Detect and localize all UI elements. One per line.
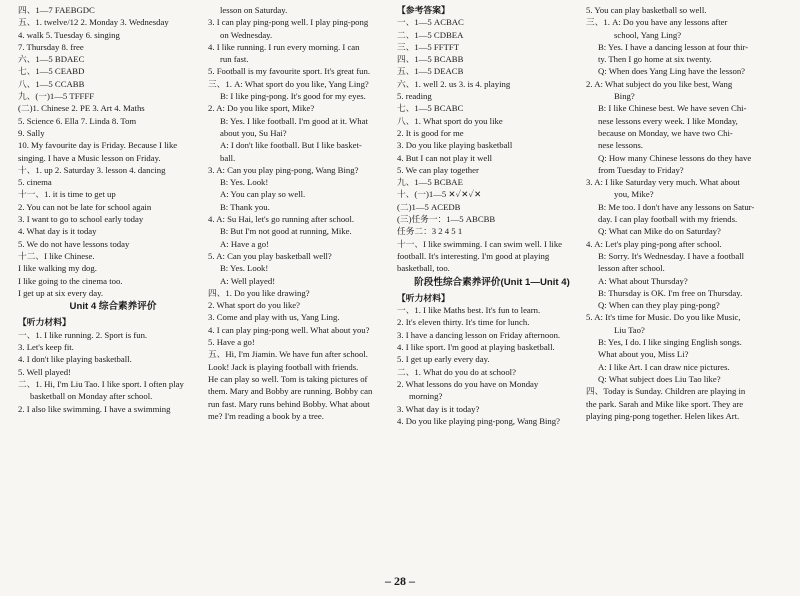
text-line: 3. Come and play with us, Yang Ling.	[208, 312, 340, 323]
text-line: 任务二：3 2 4 5 1	[397, 226, 463, 237]
text-line: 4. I don't like playing basketball.	[18, 354, 132, 365]
text-line: basketball on Monday after school.	[30, 391, 153, 402]
text-line: (二)1—5 ACEDB	[397, 201, 461, 212]
text-line: 2. It's eleven thirty. It's time for lunch.	[397, 317, 530, 328]
text-line: 五、1—5 DEACB	[397, 66, 464, 77]
text-line: lesson after school.	[598, 263, 665, 274]
text-line: from Tuesday to Friday?	[598, 164, 684, 175]
text-line: because on Monday, we have two Chi-	[598, 127, 733, 138]
text-line: Q: When can they play ping-pong?	[598, 300, 720, 311]
text-line: 八、1. What sport do you like	[397, 115, 503, 126]
text-line: 二、1. Hi, I'm Liu Tao. I like sport. I often play	[18, 378, 184, 389]
text-line: I get up at six every day.	[18, 287, 104, 298]
text-line: basketball, too.	[397, 263, 450, 274]
text-line: 四、Today is Sunday. Children are playing in	[586, 386, 746, 397]
text-line: A: You can play so well.	[220, 189, 306, 200]
text-line: B: Yes. I like football. I'm good at it. What	[220, 115, 368, 126]
text-line: 5. You can play basketball so well.	[586, 5, 707, 15]
text-line: 一、1—5 ACBAC	[397, 17, 464, 28]
text-line: I like walking my dog.	[18, 263, 97, 274]
column-4	[586, 4, 786, 422]
text-line: Bing?	[614, 91, 635, 102]
text-line: singing. I have a Music lesson on Friday.	[18, 152, 161, 163]
text-line: 一、1. I like running. 2. Sport is fun.	[18, 329, 148, 340]
text-line: 4. I like sport. I'm good at playing basketball.	[397, 342, 555, 353]
text-line: B: Yes. Look!	[220, 263, 269, 274]
text-line: 4. A: Let's play ping-pong after school.	[586, 238, 722, 249]
column-1	[18, 4, 208, 415]
text-line: 六、1—5 BDAEC	[18, 54, 85, 65]
column-3	[397, 4, 587, 427]
text-line: 三、1. A: What sport do you like, Yang Ling?	[208, 78, 369, 89]
text-line: 九、1—5 BCBAE	[397, 177, 463, 188]
text-line: 2. A: Do you like sport, Mike?	[208, 103, 315, 114]
text-line: day. I can play football with my friends.	[598, 214, 738, 225]
text-line: 3. I can play ping-pong well. I play ping-pong	[208, 17, 369, 28]
text-line: 2. What sport do you like?	[208, 300, 301, 311]
text-line: ball.	[220, 152, 236, 163]
text-line: 十、(一)1—5 ✕✓✕✓✕	[397, 189, 482, 200]
text-line: 十二、I like Chinese.	[18, 250, 95, 261]
text-line: 2. You can not be late for school again	[18, 201, 152, 212]
text-line: 10. My favourite day is Friday. Because I like	[18, 140, 178, 151]
section-heading: Unit 4 综合素养评价	[69, 301, 157, 313]
column-2	[208, 4, 398, 422]
text-line: 四、1—7 FAEBGDC	[18, 5, 95, 15]
text-line: 七、1—5 BCABC	[397, 103, 464, 114]
text-line: B: Thank you.	[220, 201, 270, 212]
text-line: A: I like Art. I can draw nice pictures.	[598, 361, 730, 372]
text-line: 四、1. Do you like drawing?	[208, 287, 310, 298]
text-line: 五、Hi, I'm Jiamin. We have fun after school.	[208, 349, 368, 360]
section-label: 【听力材料】	[397, 292, 450, 303]
text-line: school, Yang Ling?	[614, 29, 682, 40]
text-line: 五、1. twelve/12 2. Monday 3. Wednesday	[18, 17, 169, 28]
text-line: B: I like Chinese best. We have seven Chi-	[598, 103, 747, 114]
text-line: football. It's interesting. I'm good at playing	[397, 250, 550, 261]
text-line: 六、1. well 2. us 3. is 4. playing	[397, 78, 511, 89]
text-line: ty. Then I go home at six twenty.	[598, 54, 712, 65]
text-line: B: Yes, I do. I like singing English songs.	[598, 337, 742, 348]
text-line: playing ping-pong together. Helen likes Art.	[586, 410, 740, 421]
text-line: 5. cinema	[18, 177, 52, 188]
text-line: morning?	[409, 391, 443, 402]
text-line: I like going to the cinema too.	[18, 275, 123, 286]
text-line: 3. A: I like Saturday very much. What about	[586, 177, 740, 188]
text-line: 3. I want to go to school early today	[18, 214, 144, 225]
section-heading: 阶段性综合素养评价(Unit 1—Unit 4)	[414, 276, 570, 288]
text-line: Look! Jack is playing football with friends.	[208, 361, 359, 372]
text-line: the park. Sarah and Mike like sport. They are	[586, 398, 744, 409]
text-line: 八、1—5 CCABB	[18, 78, 85, 89]
text-line: What about you, Miss Li?	[598, 349, 689, 360]
text-line: 七、1—5 CEABD	[18, 66, 85, 77]
text-line: me? I'm reading a book by a tree.	[208, 410, 324, 421]
text-line: run fast.	[220, 54, 249, 65]
text-line: 5. I get up early every day.	[397, 354, 490, 365]
section-label: 【听力材料】	[18, 317, 71, 328]
text-line: 5. A: Can you play basketball well?	[208, 250, 332, 261]
text-line: 9. Sally	[18, 127, 45, 138]
text-line: 5. reading	[397, 91, 432, 102]
text-line: 5. We do not have lessons today	[18, 238, 130, 249]
text-line: about you, Su Hai?	[220, 127, 287, 138]
text-line: on Wednesday.	[220, 29, 273, 40]
text-line: 三、1. A: Do you have any lessons after	[586, 17, 728, 28]
text-line: 5. Science 6. Ella 7. Linda 8. Tom	[18, 115, 137, 126]
text-line: 5. A: It's time for Music. Do you like Music,	[586, 312, 741, 323]
text-line: B: Thursday is OK. I'm free on Thursday.	[598, 287, 743, 298]
text-line: B: Me too. I don't have any lessons on Satur-	[598, 201, 755, 212]
text-line: A: Well played!	[220, 275, 276, 286]
text-line: A: What about Thursday?	[598, 275, 688, 286]
text-line: 3. Do you like playing basketball	[397, 140, 513, 151]
text-line: 二、1—5 CDBEA	[397, 29, 464, 40]
text-line: 2. A: What subject do you like best, Wang	[586, 78, 733, 89]
text-line: 4. I can play ping-pong well. What about you?	[208, 324, 370, 335]
text-line: (三)任务一：1—5 ABCBB	[397, 214, 496, 225]
text-line: 2. I also like swimming. I have a swimming	[18, 403, 171, 414]
text-line: 5. We can play together	[397, 164, 479, 175]
text-line: you, Mike?	[614, 189, 654, 200]
text-line: 4. What day is it today	[18, 226, 97, 237]
text-line: 5. Have a go!	[208, 337, 255, 348]
text-line: 十、1. up 2. Saturday 3. lesson 4. dancing	[18, 164, 166, 175]
text-line: nese lessons every week. I like Monday,	[598, 115, 738, 126]
text-line: 四、1—5 BCABB	[397, 54, 464, 65]
text-line: run fast. Mary runs behind Bobby. What about	[208, 398, 370, 409]
text-line: 4. walk 5. Tuesday 6. singing	[18, 29, 120, 40]
text-line: B: I like ping-pong. It's good for my eyes.	[220, 91, 366, 102]
text-line: Liu Tao?	[614, 324, 645, 335]
text-line: 十一、1. it is time to get up	[18, 189, 116, 200]
text-line: 4. But I can not play it well	[397, 152, 493, 163]
text-line: 5. Football is my favourite sport. It's great fun.	[208, 66, 371, 77]
text-line: (二)1. Chinese 2. PE 3. Art 4. Maths	[18, 103, 145, 114]
section-label: 【参考答案】	[397, 5, 450, 15]
text-line: 2. It is good for me	[397, 127, 464, 138]
text-line: 3. Let's keep fit.	[18, 342, 74, 353]
page-number: – 28 –	[385, 574, 415, 588]
text-line: Q: How many Chinese lessons do they have	[598, 152, 752, 163]
text-line: Q: What subject does Liu Tao like?	[598, 373, 721, 384]
text-line: 2. What lessons do you have on Monday	[397, 378, 539, 389]
text-line: Q: What can Mike do on Saturday?	[598, 226, 721, 237]
text-line: 5. Well played!	[18, 366, 71, 377]
text-line: B: Sorry. It's Wednesday. I have a football	[598, 250, 745, 261]
text-line: them. Mary and Bobby are running. Bobby can	[208, 386, 373, 397]
text-line: A: Have a go!	[220, 238, 269, 249]
text-line: 二、1. What do you do at school?	[397, 366, 516, 377]
text-line: B: But I'm not good at running, Mike.	[220, 226, 352, 237]
text-line: B: Yes. I have a dancing lesson at four thir-	[598, 41, 749, 52]
text-line: B: Yes. Look!	[220, 177, 269, 188]
text-line: He can play so well. Tom is taking pictures of	[208, 373, 368, 384]
text-line: Q: When does Yang Ling have the lesson?	[598, 66, 746, 77]
text-line: 九、(一)1—5 TFFFF	[18, 91, 95, 102]
text-line: 4. A: Su Hai, let's go running after school.	[208, 214, 355, 225]
text-line: 3. What day is it today?	[397, 403, 480, 414]
text-line: 7. Thursday 8. free	[18, 41, 84, 52]
text-line: 三、1—5 FFTFT	[397, 41, 460, 52]
text-line: 一、1. I like Maths best. It's fun to learn.	[397, 305, 541, 316]
text-line: 3. A: Can you play ping-pong, Wang Bing?	[208, 164, 359, 175]
text-line: 4. Do you like playing ping-pong, Wang Bing?	[397, 415, 560, 426]
text-line: 3. I have a dancing lesson on Friday afternoon.	[397, 329, 561, 340]
text-line: A: I don't like football. But I like basket-	[220, 140, 362, 151]
text-line: lesson on Saturday.	[220, 5, 288, 15]
text-line: 十一、I like swimming. I can swim well. I like	[397, 238, 563, 249]
text-line: 4. I like running. I run every morning. I can	[208, 41, 360, 52]
text-line: nese lessons.	[598, 140, 643, 151]
